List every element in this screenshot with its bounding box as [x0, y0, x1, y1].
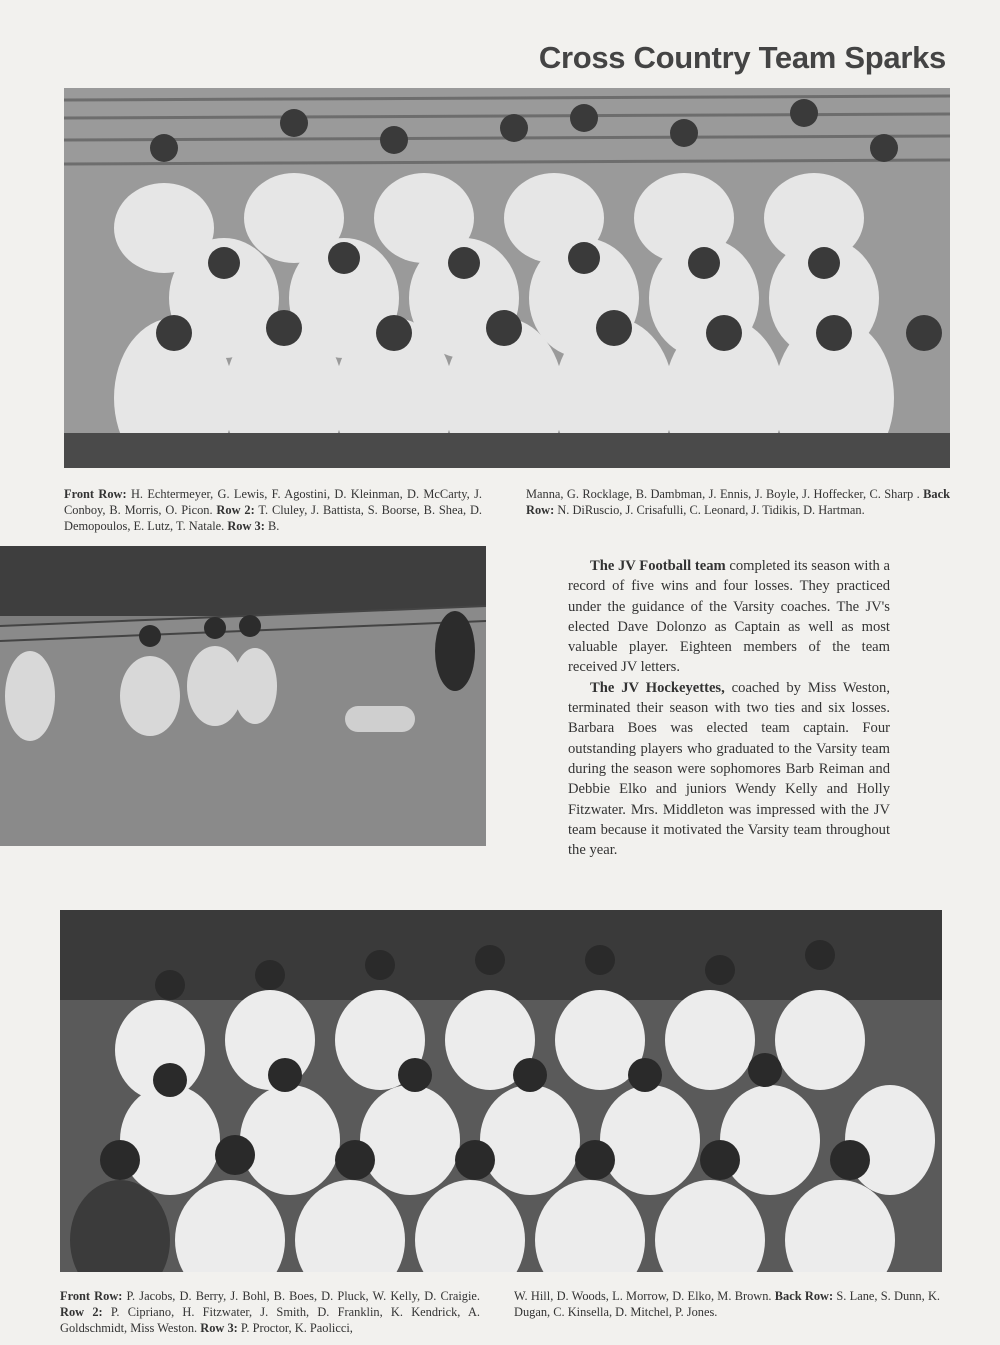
caption-label-back-row: Back Row: [526, 487, 950, 517]
hockey-team-photo [60, 910, 942, 1272]
article-text-football: completed its season with a record of five wins and four losses. They practiced under the guidance of the Varsity coaches. The JV's elected Dave Dolonzo as Captain as well as most valuable player. Eighteen members of the team received JV letters. [568, 558, 890, 676]
article-lead-hockey: The JV Hockeyettes, [590, 679, 725, 696]
caption-names-back-row: S. Lane, S. Dunn, K. Dugan, C. Kinsella, D. Mitchel, P. Jones. [514, 1289, 940, 1319]
caption-names-back-row: N. DiRuscio, J. Crisafulli, C. Leonard, J. Tidikis, D. Hartman. [554, 503, 865, 517]
caption-names-row-3-part-b: W. Hill, D. Woods, L. Morrow, D. Elko, M. Brown. [514, 1289, 775, 1303]
caption-names-row-3-part-a: P. Proctor, K. Paolicci, [237, 1321, 353, 1335]
article-body [568, 556, 890, 860]
football-team-photo [64, 88, 950, 468]
caption-names-row-2: T. Cluley, J. Battista, S. Boorse, B. Shea, D. Demopoulos, E. Lutz, T. Natale. [64, 503, 482, 533]
caption-names-row-3-part-a: B. [264, 519, 280, 533]
caption-label-row-3: Row 3: [227, 519, 265, 533]
article-lead-football: The JV Football team [590, 558, 726, 574]
caption-names-row-3-part-b: Manna, G. Rocklage, B. Dambman, J. Ennis, J. Boyle, J. Hoffecker, C. Sharp . [526, 487, 924, 501]
caption-label-back-row: Back Row: [774, 1289, 834, 1303]
hockey-caption-right [514, 1288, 940, 1320]
caption-names-front-row: P. Jacobs, D. Berry, J. Bohl, B. Boes, D. Pluck, W. Kelly, D. Craigie. [122, 1289, 481, 1303]
caption-label-row-2: Row 2: [216, 503, 255, 517]
caption-label-row-2: Row 2: [60, 1305, 103, 1319]
hockey-caption-left [60, 1288, 480, 1336]
football-caption-right [526, 486, 950, 518]
football-caption-left [64, 486, 482, 534]
article-paragraph-football [568, 556, 890, 678]
caption-names-front-row: H. Echtermeyer, G. Lewis, F. Agostini, D. Kleinman, D. McCarty, J. Conboy, B. Morris, O. Picon. [64, 487, 482, 517]
caption-label-row-3: Row 3: [200, 1321, 238, 1335]
football-action-photo [0, 546, 486, 846]
page-title: Cross Country Team Sparks [538, 40, 946, 75]
article-paragraph-hockey [568, 678, 890, 861]
article-text-hockey: coached by Miss Weston, terminated their season with two ties and six losses. Barbara Boes was elected team captain. Four outstanding players who graduated to the Varsity team during the season were sophomores Barb Reiman and Debbie Elko and juniors Wendy Kelly and Holly Fitzwater. Mrs. Middleton was impressed with the JV team because it motivated the Varsity team throughout the year. [568, 679, 890, 859]
caption-label-front-row: Front Row: [64, 487, 127, 501]
caption-names-row-2: P. Cipriano, H. Fitzwater, J. Smith, D. Franklin, K. Kendrick, A. Goldschmidt, Miss Weston. [60, 1305, 480, 1335]
caption-label-front-row: Front Row: [60, 1289, 123, 1303]
